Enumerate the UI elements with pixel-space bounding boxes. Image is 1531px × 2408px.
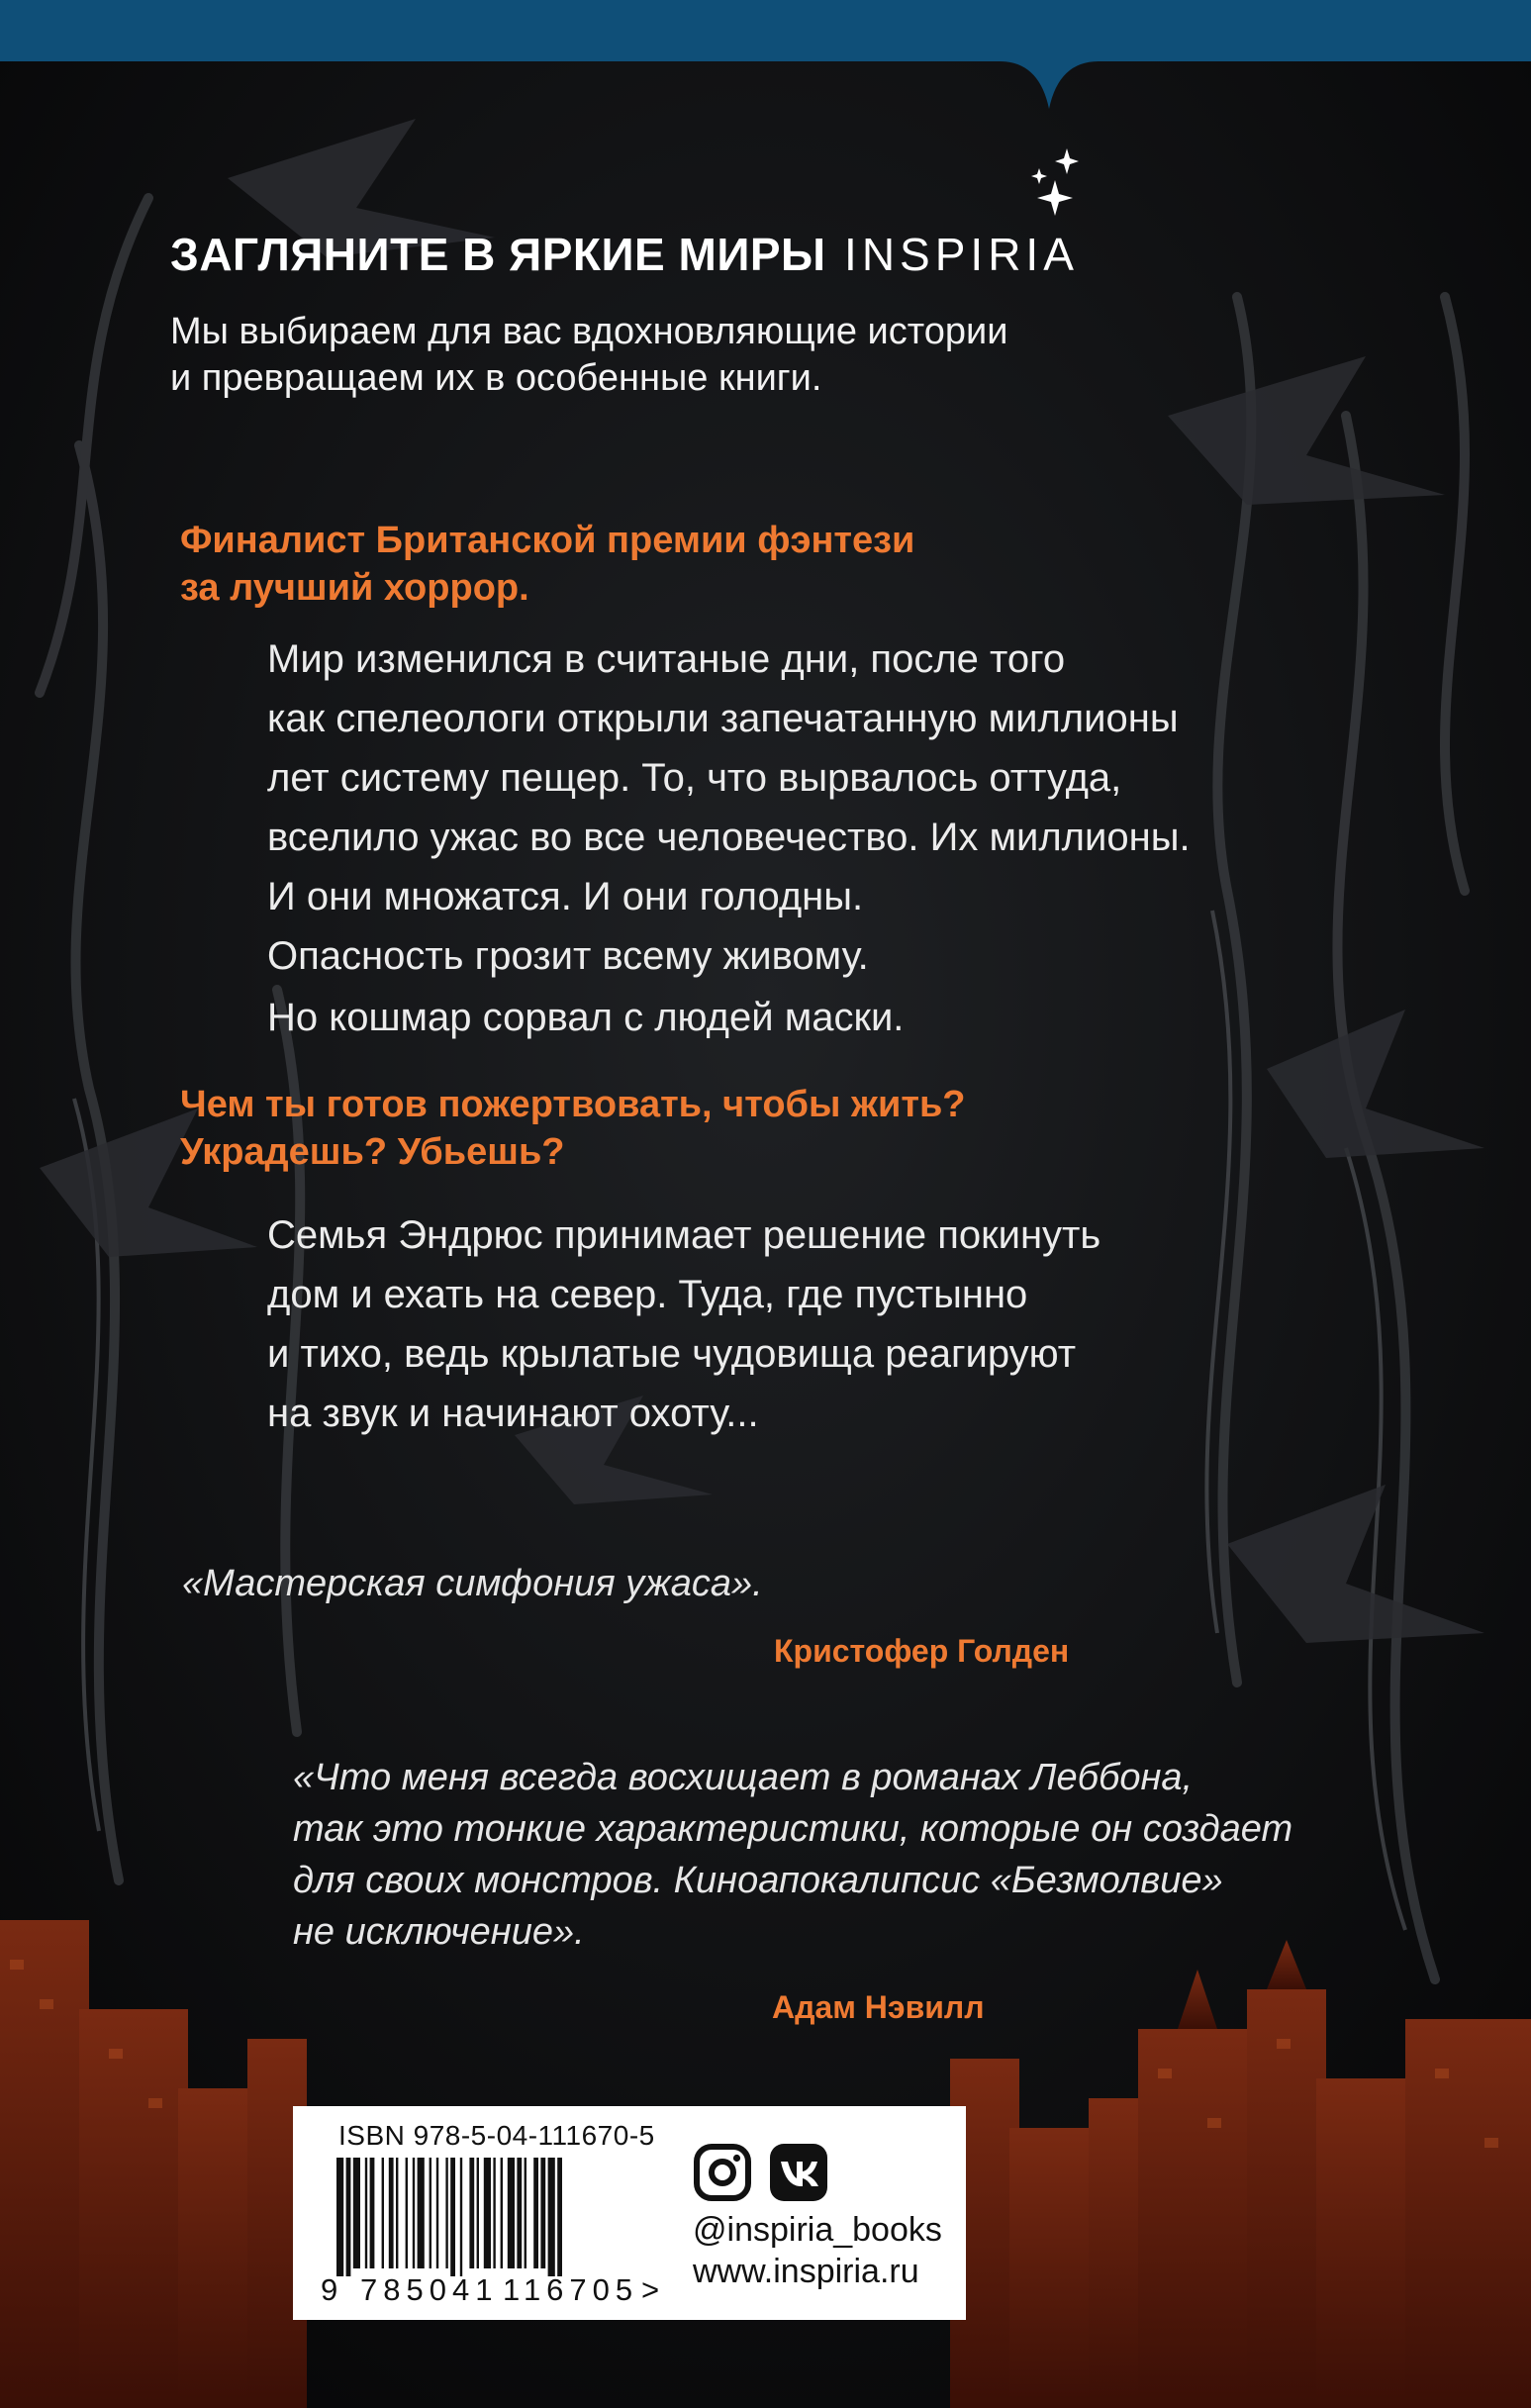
synopsis-line: лет систему пещер. То, что вырвалось оттуда, — [267, 756, 1122, 800]
accent-line: за лучший хоррор. — [180, 567, 529, 609]
vk-icon[interactable] — [768, 2142, 829, 2203]
ean-digits-left: 785041 — [360, 2272, 499, 2307]
heading-line — [170, 228, 1079, 281]
barcode-panel — [293, 2106, 966, 2320]
synopsis-line: на звук и начинают охоту... — [267, 1392, 759, 1435]
synopsis-line: и тихо, ведь крылатые чудовища реагируют — [267, 1332, 1077, 1376]
barcode-icon — [336, 2158, 633, 2276]
review-author-2: Адам Нэвилл — [772, 1989, 985, 2025]
social-handle[interactable]: @inspiria_books — [693, 2211, 942, 2249]
quote-line: так это тонкие характеристики, которые он создает — [293, 1808, 1293, 1850]
synopsis-paragraph-1 — [267, 629, 1191, 986]
question-tagline — [180, 1081, 966, 1176]
synopsis-closing: Но кошмар сорвал с людей маски. — [267, 996, 905, 1039]
quote-line: не исключение». — [293, 1911, 585, 1953]
review-quote-2 — [293, 1752, 1292, 1958]
intro-line: и превращаем их в особенные книги. — [170, 357, 822, 399]
ean-digit-first: 9 — [321, 2272, 338, 2307]
intro-line: Мы выбираем для вас вдохновляющие истории — [170, 311, 1008, 352]
intro-text — [170, 309, 1318, 402]
sparkle-icon — [1027, 146, 1087, 224]
synopsis-line: И они множатся. И они голодны. — [267, 875, 864, 918]
synopsis-line: Мир изменился в считаные дни, после того — [267, 637, 1066, 681]
ean-digits-right: 116705 — [503, 2272, 639, 2307]
quote-line: «Что меня всегда восхищает в романах Леббона, — [293, 1757, 1194, 1798]
review-author-1: Кристофер Голден — [774, 1633, 1070, 1669]
quote-line: для своих монстров. Киноапокалипсис «Безмолвие» — [293, 1860, 1223, 1901]
synopsis-line: как спелеологи открыли запечатанную миллионы — [267, 697, 1179, 740]
award-tagline — [180, 517, 914, 612]
accent-line: Украдешь? Убьешь? — [180, 1131, 565, 1173]
synopsis-line: Опасность грозит всему живому. — [267, 934, 869, 978]
isbn-number: ISBN 978-5-04-111670-5 — [338, 2120, 655, 2151]
accent-line: Финалист Британской премии фэнтези — [180, 520, 915, 561]
synopsis-line: вселило ужас во все человечество. Их миллионы. — [267, 816, 1191, 859]
accent-line: Чем ты готов пожертвовать, чтобы жить? — [180, 1084, 966, 1125]
ean-arrow: > — [641, 2272, 660, 2307]
instagram-icon[interactable] — [692, 2142, 753, 2203]
website-link[interactable]: www.inspiria.ru — [693, 2253, 919, 2290]
review-quote-1: «Мастерская симфония ужаса». — [182, 1563, 763, 1604]
synopsis-paragraph-2 — [267, 1205, 1100, 1443]
brand-name: INSPIRIA — [844, 229, 1079, 280]
cover-heading: ЗАГЛЯНИТЕ В ЯРКИЕ МИРЫ — [170, 229, 826, 280]
synopsis-line: дом и ехать на север. Туда, где пустынно — [267, 1273, 1028, 1316]
synopsis-line: Семья Эндрюс принимает решение покинуть — [267, 1213, 1101, 1257]
